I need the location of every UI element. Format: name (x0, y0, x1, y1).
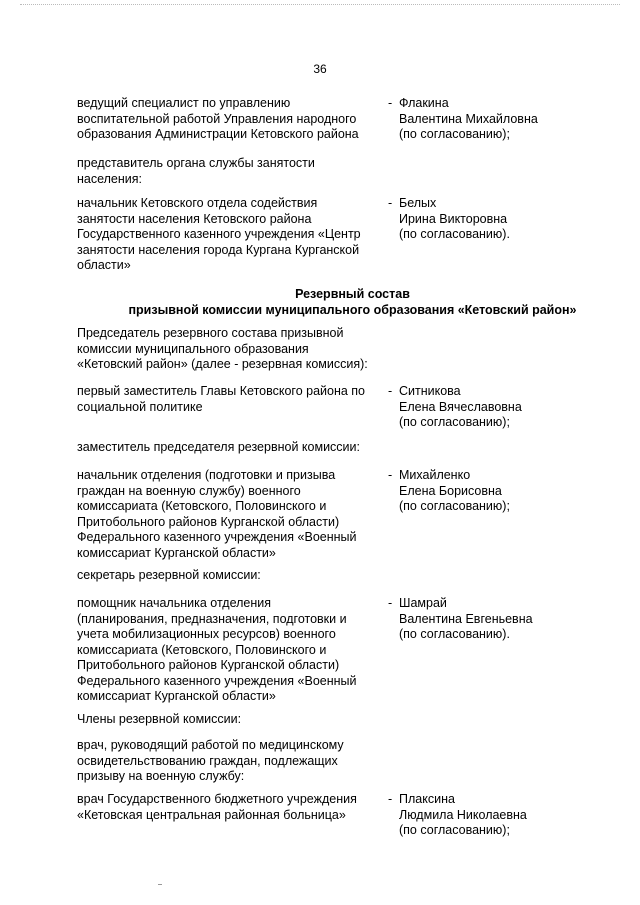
section-heading: Резервный состав призывной комиссии муниципального образования «Кетовский район» (128, 287, 577, 317)
role-label-deputy: заместитель председателя резервной комиссии: (77, 440, 360, 454)
position-text-flakina: ведущий специалист по управлению воспитательной работой Управления народного образования Администрации Кетовского района (77, 96, 359, 141)
position-text-belykh: начальник Кетовского отдела содействия занятости населения Кетовского района Государственного казенного учреждения «Центр занятости населения города Кургана Курганской области» (77, 196, 361, 272)
person-belykh: Белых Ирина Викторовна (по согласованию). (399, 196, 510, 241)
person-sitnikova: Ситникова Елена Вячеславовна (по согласованию); (399, 384, 522, 429)
dash: - (388, 792, 393, 806)
chairman-intro: Председатель резервного состава призывной комиссии муниципального образования «Кетовский район» (далее - резервная комиссия): (77, 326, 368, 371)
role-label-doctor: врач, руководящий работой по медицинскому освидетельствованию граждан, подлежащих призыву на военную службу: (77, 738, 344, 783)
dash: - (388, 196, 393, 210)
position-text-plaksina: врач Государственного бюджетного учреждения «Кетовская центральная районная больница» (77, 792, 357, 822)
page-number: 36 (313, 62, 327, 76)
position-text-mikhaylenko: начальник отделения (подготовки и призыва граждан на военную службу) военного комиссариата (Кетовского, Половинского и Притобольного районов Курганской области) Федерального казенного учреждения «Военный комиссариат Курганской области» (77, 468, 357, 560)
person-plaksina: Плаксина Людмила Николаевна (по согласованию); (399, 792, 527, 837)
position-text-shamray: помощник начальника отделения (планирования, предназначения, подготовки и учета мобилизационных ресурсов) военного комиссариата (Кетовского, Половинского и Притобольного районов Курганской области) Федерального казенного учреждения «Военный комиссариат Курганской области» (77, 596, 357, 703)
dash: - (388, 384, 393, 398)
role-label-secretary: секретарь резервной комиссии: (77, 568, 261, 582)
scan-artifact-mark (158, 884, 162, 885)
position-text-sitnikova: первый заместитель Главы Кетовского района по социальной политике (77, 384, 366, 414)
person-shamray: Шамрай Валентина Евгеньевна (по согласованию). (399, 596, 533, 641)
role-label-members: Члены резервной комиссии: (77, 712, 242, 726)
dash: - (388, 96, 393, 110)
person-flakina: Флакина Валентина Михайловна (по согласованию); (399, 96, 538, 141)
dash: - (388, 468, 393, 482)
dash: - (388, 596, 393, 610)
person-mikhaylenko: Михайленко Елена Борисовна (по согласованию); (399, 468, 510, 513)
role-label-employment: представитель органа службы занятости населения: (77, 156, 315, 186)
scan-artifact-line (20, 4, 620, 7)
